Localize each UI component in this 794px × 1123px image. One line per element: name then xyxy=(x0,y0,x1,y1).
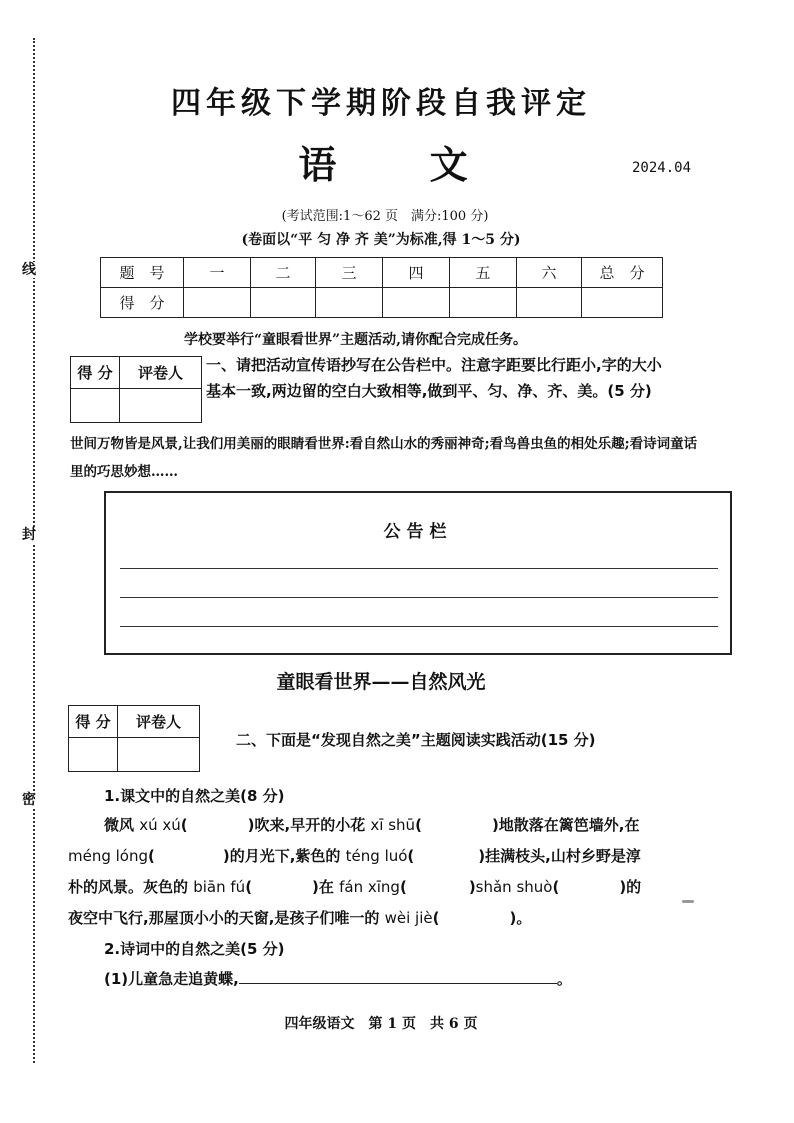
score-cell[interactable] xyxy=(251,288,316,318)
writing-line[interactable] xyxy=(120,568,718,569)
score-cell[interactable] xyxy=(316,288,383,318)
paren-open: ( xyxy=(415,816,422,834)
grader-box-1 xyxy=(70,356,202,423)
text-run: )挂满枝头,山村乡野是淳 xyxy=(478,847,641,865)
score-cell[interactable] xyxy=(450,288,517,318)
text-run: )在 xyxy=(312,878,340,896)
text-run: )的月光下,紫色的 xyxy=(222,847,346,865)
grader-box-2 xyxy=(68,705,200,772)
pinyin-shanshuo: shǎn shuò xyxy=(475,878,553,896)
subsection-1-title: 1.课文中的自然之美(8 分) xyxy=(104,787,285,805)
score-cell[interactable] xyxy=(383,288,450,318)
row-label: 题 号 xyxy=(101,258,184,288)
grader-score-label: 得 分 xyxy=(71,357,120,389)
neatness-rule: (卷面以“平 匀 净 齐 美”为标准,得 1～5 分) xyxy=(241,232,521,248)
grader-score-cell[interactable] xyxy=(69,738,118,772)
slogan-passage: 世间万物皆是风景,让我们用美丽的眼睛看世界:看自然山水的秀丽神奇;看鸟兽虫鱼的相处乐趣;看诗词童话里的巧思妙想…… xyxy=(70,436,698,480)
activity-intro: 学校要举行“童眼看世界”主题活动,请你配合完成任务。 xyxy=(184,332,527,348)
row-label: 得 分 xyxy=(101,288,184,318)
text-run: )地散落在篱笆墙外,在 xyxy=(491,816,640,834)
pinyin-menglong: méng lóng xyxy=(68,847,149,865)
column-header: 二 xyxy=(251,258,316,288)
pinyin-line-4 xyxy=(68,903,718,934)
score-table xyxy=(100,257,663,318)
pinyin-line-1 xyxy=(68,810,718,841)
pinyin-line-3 xyxy=(68,872,718,903)
score-cell[interactable] xyxy=(184,288,251,318)
bulletin-board-title: 公告栏 xyxy=(383,522,453,542)
column-header: 六 xyxy=(517,258,582,288)
text-run: )的 xyxy=(619,878,642,896)
paren-open: ( xyxy=(552,878,560,896)
paren-open: ( xyxy=(432,909,440,927)
paren-open: ( xyxy=(407,847,415,865)
section-theme: 童眼看世界——自然风光 xyxy=(276,671,486,693)
text-run: )。 xyxy=(509,909,532,927)
subject-title: 语 文 xyxy=(298,142,508,187)
binding-char-mi: 密 xyxy=(22,792,36,808)
score-cell[interactable] xyxy=(582,288,663,318)
pinyin-tengluo: téng luó xyxy=(345,847,408,865)
paren-open: ( xyxy=(399,878,407,896)
grader-name-label: 评卷人 xyxy=(120,357,202,389)
page-title: 四年级下学期阶段自我评定 xyxy=(171,86,591,121)
score-cell[interactable] xyxy=(517,288,582,318)
pinyin-xuxu: xú xú xyxy=(139,816,181,834)
poem-prefix: (1)儿童急走追黄蝶, xyxy=(104,970,239,988)
column-header: 三 xyxy=(316,258,383,288)
writing-line[interactable] xyxy=(120,626,718,627)
poem-suffix: 。 xyxy=(556,970,572,988)
exam-date: 2024.04 xyxy=(632,160,692,176)
binding-dotted-line xyxy=(33,38,35,1063)
column-header: 五 xyxy=(450,258,517,288)
paren-open: ( xyxy=(245,878,253,896)
paren-open: ( xyxy=(180,816,188,834)
scan-speck xyxy=(682,900,694,903)
grader-name-cell[interactable] xyxy=(120,389,202,423)
page-footer: 四年级语文 第 1 页 共 6 页 xyxy=(284,1016,478,1032)
bulletin-board xyxy=(104,491,732,655)
binding-char-feng: 封 xyxy=(22,527,36,543)
paren-close: ) xyxy=(468,878,476,896)
writing-line[interactable] xyxy=(120,597,718,598)
score-table-header-row xyxy=(101,258,663,288)
pinyin-bianfu: biān fú xyxy=(193,878,246,896)
pinyin-fanxing: fán xīng xyxy=(339,878,400,896)
question-1-prompt: 一、请把活动宣传语抄写在公告栏中。注意字距要比行距小,字的大小基本一致,两边留的空白大致相等,做到平、匀、净、齐、美。(5 分) xyxy=(206,356,662,400)
pinyin-line-2 xyxy=(68,841,718,872)
grader-name-cell[interactable] xyxy=(118,738,200,772)
column-header: 四 xyxy=(383,258,450,288)
score-table-score-row xyxy=(101,288,663,318)
column-header: 一 xyxy=(184,258,251,288)
exam-scope: (考试范围:1～62 页 满分:100 分) xyxy=(281,209,489,224)
poem-answer-line[interactable] xyxy=(239,969,557,984)
text-run: )吹来,早开的小花 xyxy=(247,816,371,834)
subsection-2-title: 2.诗词中的自然之美(5 分) xyxy=(104,940,285,958)
grader-name-label: 评卷人 xyxy=(118,706,200,738)
poem-line xyxy=(104,968,572,989)
text-run: 夜空中飞行,那屋顶小小的天窗,是孩子们唯一的 xyxy=(68,909,385,927)
pinyin-exercise xyxy=(68,810,718,934)
column-header: 总 分 xyxy=(582,258,663,288)
pinyin-xishu: xī shū xyxy=(370,816,416,834)
grader-score-cell[interactable] xyxy=(71,389,120,423)
paren-open: ( xyxy=(148,847,155,865)
binding-char-xian: 线 xyxy=(22,262,36,278)
pinyin-weijie: wèi jiè xyxy=(384,909,433,927)
question-2-title: 二、下面是“发现自然之美”主题阅读实践活动(15 分) xyxy=(236,731,596,749)
text-run: 朴的风景。灰色的 xyxy=(68,878,194,896)
grader-score-label: 得 分 xyxy=(69,706,118,738)
text-run: 微风 xyxy=(104,816,140,834)
